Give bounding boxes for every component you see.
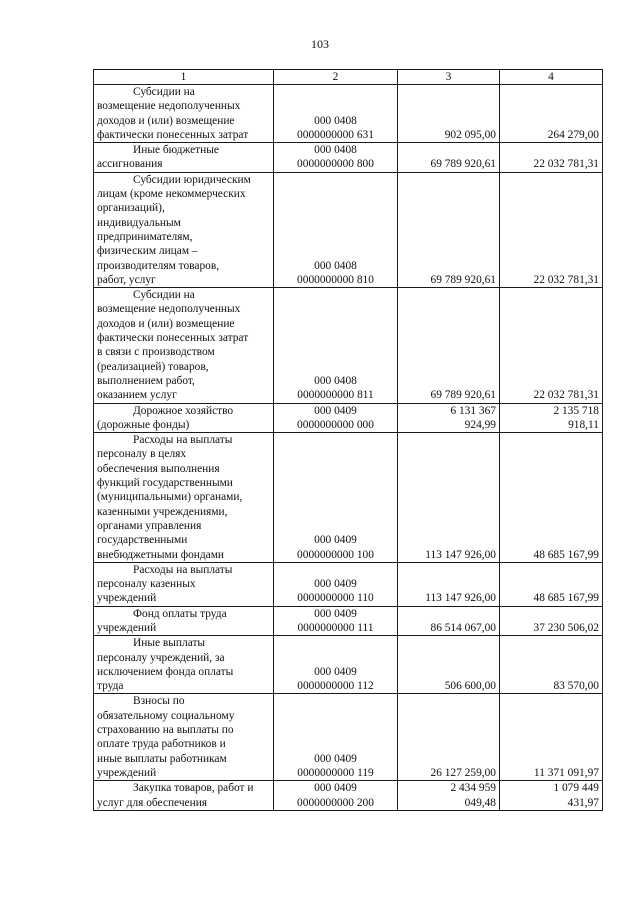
- row-amount-col3-line: 113 147 926,00: [425, 548, 496, 561]
- budget-table: [93, 69, 603, 811]
- row-amount-col4-line: 11 371 091,97: [533, 766, 599, 779]
- row-name-cell-line: иные выплаты работникам: [97, 752, 227, 765]
- row-code-cell: [274, 562, 398, 606]
- row-name-cell-line: учреждений: [97, 766, 157, 779]
- row-amount-col4: [500, 403, 603, 433]
- row-name-cell-line: персоналу в целях: [97, 448, 187, 461]
- row-name-cell-line: Иные бюджетные: [133, 144, 219, 157]
- row-amount-col3: [398, 403, 500, 433]
- page-number: 103: [311, 37, 329, 51]
- row-code-cell-line: 0000000000 810: [297, 273, 374, 286]
- row-code-cell-line: 0000000000 100: [297, 548, 374, 561]
- row-amount-col4-line: 83 570,00: [553, 680, 599, 693]
- row-name-cell-line: труда: [97, 680, 124, 693]
- row-code-cell: [274, 143, 398, 173]
- row-name-cell-line: Фонд оплаты труда: [133, 607, 227, 620]
- header-col-4: 4: [500, 70, 603, 85]
- row-name-cell-line: (дорожные фонды): [97, 418, 190, 431]
- row-name-cell-line: в связи с производством: [97, 346, 215, 359]
- row-code-cell: [274, 636, 398, 694]
- row-name-cell-line: организаций),: [97, 202, 165, 215]
- row-name-cell-line: Закупка товаров, работ и: [133, 782, 254, 795]
- row-name-cell-line: фактически понесенных затрат: [97, 128, 249, 141]
- row-amount-col3: [398, 562, 500, 606]
- table-row: [94, 172, 603, 287]
- row-amount-col4: [500, 143, 603, 173]
- row-name-cell-line: услуг для обеспечения: [97, 796, 208, 809]
- row-code-cell-line: 000 0409: [314, 782, 357, 795]
- row-code-cell: [274, 781, 398, 811]
- row-name-cell: [94, 433, 274, 563]
- row-name-cell-line: оказанием услуг: [97, 389, 177, 402]
- row-amount-col4-line: 264 279,00: [547, 128, 599, 141]
- row-code-cell-line: 0000000000 110: [297, 592, 374, 605]
- row-amount-col3-line: 69 789 920,61: [430, 273, 496, 286]
- row-code-cell-line: 000 0409: [314, 665, 357, 678]
- table-row: [94, 636, 603, 694]
- row-code-cell-line: 0000000000 112: [297, 680, 374, 693]
- table-row: [94, 781, 603, 811]
- row-amount-col4-line: 1 079 449: [553, 782, 599, 795]
- row-name-cell-line: ассигнования: [97, 158, 163, 171]
- row-amount-col4: [500, 562, 603, 606]
- row-name-cell: [94, 143, 274, 173]
- row-name-cell-line: государственными: [97, 534, 188, 547]
- row-name-cell: [94, 172, 274, 287]
- row-code-cell-line: 0000000000 119: [297, 766, 374, 779]
- row-code-cell: [274, 433, 398, 563]
- row-amount-col4-line: 22 032 781,31: [533, 158, 599, 171]
- row-name-cell-line: Взносы по: [133, 695, 185, 708]
- row-amount-col4-line: 37 230 506,02: [533, 621, 599, 634]
- row-code-cell: [274, 85, 398, 143]
- row-name-cell: [94, 636, 274, 694]
- row-name-cell-line: фактически понесенных затрат: [97, 332, 249, 345]
- row-amount-col4-line: 48 685 167,99: [533, 548, 599, 561]
- table-row: [94, 403, 603, 433]
- row-code-cell-line: 0000000000 000: [297, 418, 374, 431]
- row-code-cell-line: 0000000000 631: [297, 128, 374, 141]
- row-name-cell-line: Субсидии на: [133, 86, 195, 98]
- row-name-cell-line: (муниципальными) органами,: [97, 491, 243, 504]
- row-amount-col4: [500, 781, 603, 811]
- row-code-cell: [274, 288, 398, 403]
- header-col-3: 3: [398, 70, 500, 85]
- row-name-cell-line: казенными учреждениями,: [97, 505, 228, 518]
- row-name-cell: [94, 85, 274, 143]
- row-name-cell: [94, 562, 274, 606]
- row-amount-col4-line: 2 135 718: [553, 404, 599, 417]
- row-code-cell-line: 000 0409: [314, 607, 357, 620]
- row-amount-col3: [398, 85, 500, 143]
- table-row: [94, 143, 603, 173]
- row-name-cell-line: Расходы на выплаты: [133, 563, 233, 576]
- table-row: [94, 562, 603, 606]
- row-name-cell-line: доходов и (или) возмещение: [97, 114, 235, 127]
- row-amount-col3: [398, 143, 500, 173]
- row-name-cell-line: Дорожное хозяйство: [133, 404, 234, 417]
- row-code-cell: [274, 694, 398, 781]
- row-code-cell-line: 0000000000 111: [297, 621, 374, 634]
- row-amount-col3-line: 506 600,00: [444, 680, 496, 693]
- table-row: [94, 85, 603, 143]
- row-name-cell-line: страхованию на выплаты по: [97, 724, 234, 737]
- row-amount-col4-line: 22 032 781,31: [533, 389, 599, 402]
- row-code-cell: [274, 606, 398, 636]
- row-amount-col4: [500, 694, 603, 781]
- row-name-cell: [94, 403, 274, 433]
- row-amount-col3: [398, 781, 500, 811]
- row-amount-col4: [500, 288, 603, 403]
- row-amount-col3-line: 69 789 920,61: [430, 158, 496, 171]
- row-code-cell-line: 000 0409: [314, 578, 357, 591]
- row-amount-col3: [398, 694, 500, 781]
- row-name-cell-line: Расходы на выплаты: [133, 434, 233, 447]
- row-amount-col3: [398, 433, 500, 563]
- row-amount-col3-line: 924,99: [464, 418, 496, 431]
- row-amount-col4-line: 431,97: [567, 796, 599, 809]
- row-amount-col3-line: 26 127 259,00: [430, 766, 496, 779]
- row-name-cell-line: обеспечения выполнения: [97, 462, 220, 475]
- row-name-cell: [94, 694, 274, 781]
- row-name-cell-line: обязательному социальному: [97, 709, 235, 722]
- row-name-cell-line: производителям товаров,: [97, 259, 220, 272]
- row-name-cell-line: индивидуальным: [97, 216, 181, 229]
- row-name-cell-line: возмещение недополученных: [97, 303, 241, 316]
- row-name-cell-line: работ, услуг: [97, 273, 156, 286]
- row-name-cell-line: возмещение недополученных: [97, 100, 241, 113]
- row-name-cell-line: (реализацией) товаров,: [97, 360, 209, 373]
- row-name-cell-line: Иные выплаты: [133, 637, 206, 650]
- header-col-2: 2: [274, 70, 398, 85]
- row-code-cell-line: 000 0409: [314, 752, 357, 765]
- row-name-cell-line: органами управления: [97, 519, 202, 532]
- row-name-cell-line: доходов и (или) возмещение: [97, 317, 235, 330]
- row-name-cell-line: лицам (кроме некоммерческих: [97, 188, 246, 201]
- row-name-cell-line: учреждений: [97, 621, 157, 634]
- row-name-cell-line: Субсидии на: [133, 289, 195, 302]
- row-amount-col3-line: 2 434 959: [450, 782, 496, 795]
- row-name-cell-line: выполнением работ,: [97, 374, 195, 387]
- row-amount-col4-line: 22 032 781,31: [533, 273, 599, 286]
- row-amount-col4: [500, 172, 603, 287]
- row-amount-col3: [398, 606, 500, 636]
- row-amount-col3-line: 113 147 926,00: [425, 592, 496, 605]
- row-code-cell: [274, 403, 398, 433]
- row-name-cell: [94, 288, 274, 403]
- row-name-cell-line: функций государственными: [97, 477, 233, 490]
- row-name-cell-line: персоналу учреждений, за: [97, 651, 225, 664]
- row-amount-col3: [398, 172, 500, 287]
- row-name-cell-line: учреждений: [97, 592, 157, 605]
- row-amount-col4: [500, 85, 603, 143]
- row-amount-col4-line: 48 685 167,99: [533, 592, 599, 605]
- row-name-cell-line: внебюджетными фондами: [97, 548, 225, 561]
- row-name-cell: [94, 781, 274, 811]
- row-amount-col3-line: 69 789 920,61: [430, 389, 496, 402]
- row-name-cell-line: предпринимателям,: [97, 230, 193, 243]
- row-name-cell-line: оплате труда работников и: [97, 738, 226, 751]
- row-code-cell-line: 000 0408: [314, 259, 357, 272]
- row-code-cell-line: 000 0409: [314, 404, 357, 417]
- row-code-cell-line: 000 0408: [314, 374, 357, 387]
- row-name-cell-line: исключением фонда оплаты: [97, 665, 234, 678]
- row-amount-col4: [500, 606, 603, 636]
- row-code-cell-line: 000 0408: [314, 144, 357, 157]
- row-amount-col4: [500, 636, 603, 694]
- table-body: [94, 70, 603, 811]
- row-amount-col3-line: 86 514 067,00: [430, 621, 496, 634]
- table-row: [94, 288, 603, 403]
- row-amount-col4: [500, 433, 603, 563]
- row-code-cell-line: 0000000000 811: [297, 389, 374, 402]
- row-amount-col3: [398, 288, 500, 403]
- row-amount-col3-line: 6 131 367: [450, 404, 496, 417]
- table-row: [94, 606, 603, 636]
- row-name-cell-line: персоналу казенных: [97, 578, 196, 591]
- row-amount-col4-line: 918,11: [568, 418, 599, 431]
- row-amount-col3: [398, 636, 500, 694]
- row-amount-col3-line: 902 095,00: [444, 128, 496, 141]
- header-row: [94, 70, 603, 85]
- table-row: [94, 694, 603, 781]
- row-name-cell-line: Субсидии юридическим: [133, 173, 251, 186]
- header-col-1: 1: [94, 70, 274, 85]
- row-code-cell-line: 000 0409: [314, 534, 357, 547]
- row-name-cell-line: физическим лицам –: [97, 245, 198, 258]
- row-code-cell-line: 000 0408: [314, 114, 357, 127]
- row-code-cell-line: 0000000000 800: [297, 158, 374, 171]
- table-row: [94, 433, 603, 563]
- row-name-cell: [94, 606, 274, 636]
- row-code-cell: [274, 172, 398, 287]
- row-amount-col3-line: 049,48: [464, 796, 496, 809]
- row-code-cell-line: 0000000000 200: [297, 796, 374, 809]
